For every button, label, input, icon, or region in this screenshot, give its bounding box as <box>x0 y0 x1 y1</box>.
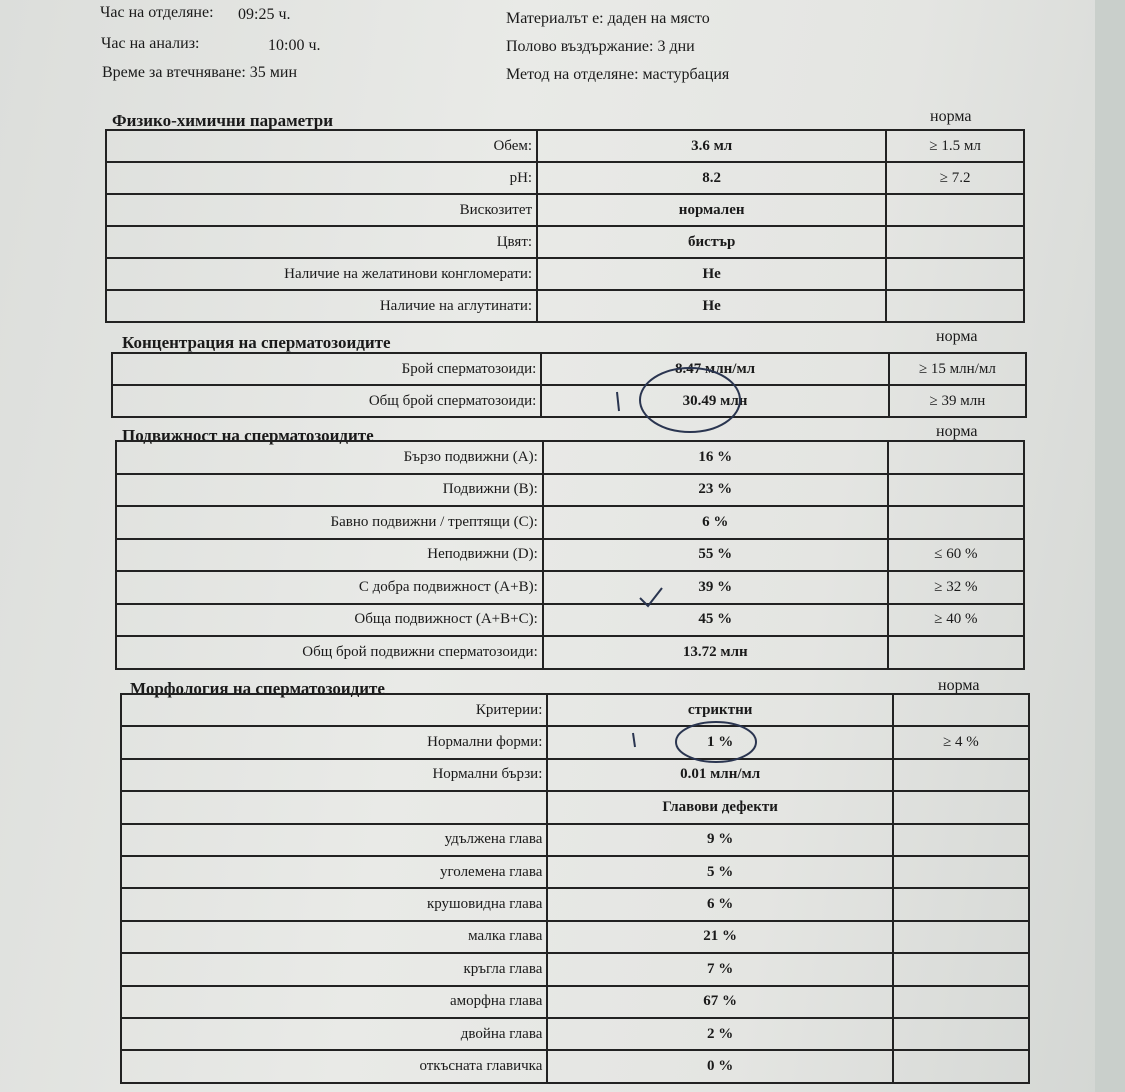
section-title: Концентрация на сперматозоидите <box>122 333 391 352</box>
row-value: 13.72 млн <box>543 636 888 669</box>
row-value: 8.47 млн/мл <box>541 353 888 385</box>
abstinence: Полово въздържание: 3 дни <box>506 38 695 55</box>
row-norm: ≥ 1.5 мл <box>886 130 1024 162</box>
collection-method: Метод на отделяне: мастурбация <box>506 66 730 83</box>
row-norm: ≥ 15 млн/мл <box>889 353 1026 385</box>
table-row <box>116 571 1024 604</box>
row-norm <box>893 986 1029 1018</box>
row-value: нормален <box>537 194 886 226</box>
results-table <box>111 352 1027 418</box>
row-norm <box>888 441 1024 474</box>
row-norm <box>893 759 1029 791</box>
row-value: 55 % <box>543 539 888 572</box>
table-row <box>106 130 1024 162</box>
row-value: Не <box>537 258 886 290</box>
table-row <box>121 888 1029 920</box>
section-title: Физико-химични параметри <box>112 111 334 130</box>
table-row <box>121 921 1029 953</box>
table-row <box>106 226 1024 258</box>
time-sampling-label: Час на отделяне: <box>100 4 214 21</box>
table-row <box>106 258 1024 290</box>
row-value: 45 % <box>543 604 888 637</box>
row-norm: ≤ 60 % <box>888 539 1024 572</box>
row-norm: ≥ 40 % <box>888 604 1024 637</box>
table-row <box>112 353 1026 385</box>
row-value: 0 % <box>547 1050 892 1082</box>
row-label: Подвижни (B): <box>116 474 543 507</box>
row-label: уголемена глава <box>121 856 547 888</box>
table-row <box>116 474 1024 507</box>
results-table <box>120 693 1030 1084</box>
row-label: Нормални бързи: <box>121 759 547 791</box>
row-norm <box>886 290 1024 322</box>
row-value: бистър <box>537 226 886 258</box>
table-row <box>116 506 1024 539</box>
row-value: стриктни <box>547 694 892 726</box>
row-label: Неподвижни (D): <box>116 539 543 572</box>
row-label: двойна глава <box>121 1018 547 1050</box>
material: Материалът е: даден на място <box>506 10 710 27</box>
row-label: С добра подвижност (A+B): <box>116 571 543 604</box>
row-value: 30.49 млн <box>541 385 888 417</box>
table-row <box>121 759 1029 791</box>
row-value: 0.01 млн/мл <box>547 759 892 791</box>
table-row <box>116 636 1024 669</box>
results-table <box>115 440 1025 670</box>
row-label: Нормални форми: <box>121 726 547 758</box>
row-value: 2 % <box>547 1018 892 1050</box>
row-norm <box>886 226 1024 258</box>
row-label: Обща подвижност (A+B+C): <box>116 604 543 637</box>
row-value: 6 % <box>543 506 888 539</box>
table-row <box>106 162 1024 194</box>
table-row <box>121 1050 1029 1082</box>
row-value: 7 % <box>547 953 892 985</box>
row-value: 23 % <box>543 474 888 507</box>
table-row <box>121 986 1029 1018</box>
table-row <box>116 539 1024 572</box>
paper-edge <box>1095 0 1125 1092</box>
row-norm: ≥ 39 млн <box>889 385 1026 417</box>
row-label <box>121 791 547 823</box>
row-label: Бавно подвижни / трептящи (C): <box>116 506 543 539</box>
row-label: откъсната главичка <box>121 1050 547 1082</box>
row-value: Главови дефекти <box>547 791 892 823</box>
row-label: Общ брой сперматозоиди: <box>112 385 541 417</box>
row-label: Вискозитет <box>106 194 537 226</box>
row-value: 21 % <box>547 921 892 953</box>
row-label: Критерии: <box>121 694 547 726</box>
row-norm <box>888 636 1024 669</box>
row-norm <box>893 921 1029 953</box>
row-label: Бързо подвижни (A): <box>116 441 543 474</box>
row-value: 67 % <box>547 986 892 1018</box>
row-norm <box>893 1050 1029 1082</box>
time-sampling-value: 09:25 ч. <box>238 6 291 23</box>
row-norm: ≥ 32 % <box>888 571 1024 604</box>
table-row <box>121 856 1029 888</box>
table-row <box>121 791 1029 823</box>
norm-header: норма <box>936 328 978 345</box>
norm-header: норма <box>930 108 972 125</box>
row-label: Брой сперматозоиди: <box>112 353 541 385</box>
liquefaction-time: Време за втечняване: 35 мин <box>102 64 298 81</box>
row-norm <box>893 888 1029 920</box>
row-label: Общ брой подвижни сперматозоиди: <box>116 636 543 669</box>
time-analysis-value: 10:00 ч. <box>268 37 321 54</box>
row-label: Наличие на аглутинати: <box>106 290 537 322</box>
row-value: 6 % <box>547 888 892 920</box>
table-row <box>112 385 1026 417</box>
table-row <box>121 726 1029 758</box>
row-label: удължена глава <box>121 824 547 856</box>
row-norm <box>893 824 1029 856</box>
table-row <box>106 194 1024 226</box>
norm-header: норма <box>938 677 980 694</box>
row-label: кръгла глава <box>121 953 547 985</box>
results-table <box>105 129 1025 323</box>
time-analysis-label: Час на анализ: <box>101 35 200 52</box>
row-norm <box>886 258 1024 290</box>
table-row <box>116 604 1024 637</box>
table-row <box>121 953 1029 985</box>
row-label: аморфна глава <box>121 986 547 1018</box>
row-label: крушовидна глава <box>121 888 547 920</box>
row-norm <box>886 194 1024 226</box>
row-value: 39 % <box>543 571 888 604</box>
table-row <box>106 290 1024 322</box>
table-row <box>121 694 1029 726</box>
table-row <box>121 824 1029 856</box>
section-title: Подвижност на сперматозоидите <box>122 426 374 445</box>
row-value: 8.2 <box>537 162 886 194</box>
row-value: 9 % <box>547 824 892 856</box>
row-norm <box>888 506 1024 539</box>
row-label: Наличие на желатинови конгломерати: <box>106 258 537 290</box>
row-norm <box>888 474 1024 507</box>
row-norm: ≥ 7.2 <box>886 162 1024 194</box>
row-norm <box>893 1018 1029 1050</box>
row-norm <box>893 856 1029 888</box>
row-norm: ≥ 4 % <box>893 726 1029 758</box>
row-value: 3.6 мл <box>537 130 886 162</box>
row-value: 16 % <box>543 441 888 474</box>
row-norm <box>893 694 1029 726</box>
norm-header: норма <box>936 423 978 440</box>
row-norm <box>893 953 1029 985</box>
row-label: Обем: <box>106 130 537 162</box>
row-label: Цвят: <box>106 226 537 258</box>
table-row <box>121 1018 1029 1050</box>
row-label: малка глава <box>121 921 547 953</box>
row-value: Не <box>537 290 886 322</box>
table-row <box>116 441 1024 474</box>
row-norm <box>893 791 1029 823</box>
row-value: 1 % <box>547 726 892 758</box>
section-title: Морфология на сперматозоидите <box>130 679 385 698</box>
row-label: pH: <box>106 162 537 194</box>
row-value: 5 % <box>547 856 892 888</box>
